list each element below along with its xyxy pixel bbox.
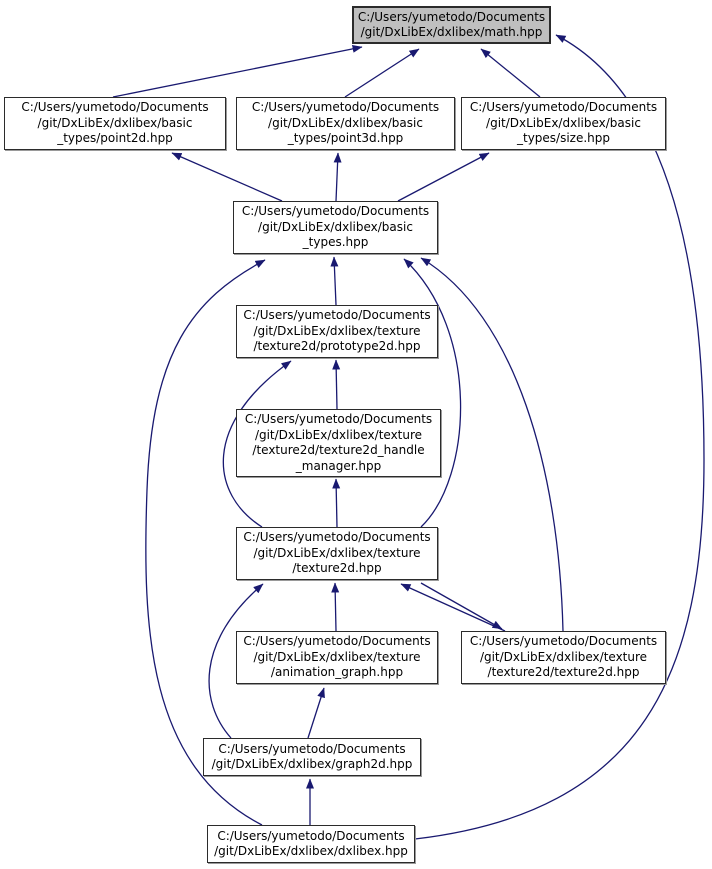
node-label-line: /git/DxLibEx/dxlibex/basic	[37, 115, 193, 130]
node-size-hpp[interactable]	[461, 97, 666, 150]
edge-texture2d-to-texture2d-texture2d	[421, 583, 502, 629]
node-texture2d-texture2d-hpp[interactable]	[461, 631, 666, 684]
edge-texture2d-to-basic-types	[404, 259, 461, 527]
node-label-line: /texture2d.hpp	[292, 561, 382, 576]
edge-prototype2d-to-basic-types	[334, 257, 336, 305]
node-label-line: C:/Users/yumetodo/Documents	[243, 530, 431, 545]
node-label-line: /git/DxLibEx/dxlibex/dxlibex.hpp	[214, 844, 408, 858]
node-label-line: C:/Users/yumetodo/Documents	[251, 100, 440, 115]
node-label-line: /animation_graph.hpp	[270, 665, 404, 680]
node-label-line: /git/DxLibEx/dxlibex/basic	[258, 219, 413, 234]
node-label-line: /git/DxLibEx/dxlibex/basic	[486, 115, 641, 130]
node-label-line: /git/DxLibEx/dxlibex/texture	[253, 649, 421, 664]
node-point3d-hpp[interactable]	[236, 97, 455, 150]
node-label-line: /git/DxLibEx/dxlibex/math.hpp	[360, 25, 543, 39]
edge-handle-manager-to-prototype2d	[336, 360, 337, 409]
node-label-line: C:/Users/yumetodo/Documents	[244, 412, 433, 426]
node-math-hpp[interactable]	[352, 6, 551, 44]
edge-basic-types-to-point2d	[172, 153, 282, 201]
node-label-line: C:/Users/yumetodo/Documents	[217, 828, 405, 843]
node-label-line: /texture2d/prototype2d.hpp	[253, 339, 421, 354]
node-label-line: C:/Users/yumetodo/Documents	[21, 100, 209, 115]
node-label-line: C:/Users/yumetodo/Documents	[357, 9, 546, 24]
node-label-line: C:/Users/yumetodo/Documents	[469, 634, 658, 649]
node-dxlibex-hpp[interactable]	[207, 825, 415, 863]
node-label-line: /texture2d/texture2d_handle	[252, 443, 425, 457]
node-label-line: _types/point2d.hpp	[57, 131, 173, 146]
node-label-line: /git/DxLibEx/dxlibex/basic	[268, 115, 423, 130]
edge-animation-graph-to-texture2d	[335, 583, 336, 631]
node-label-line: _manager.hpp	[295, 458, 382, 473]
node-label-line: C:/Users/yumetodo/Documents	[241, 204, 430, 219]
node-label-line: /git/DxLibEx/dxlibex/texture	[479, 649, 648, 664]
node-label-line: C:/Users/yumetodo/Documents	[243, 634, 431, 649]
node-texture2d-hpp[interactable]	[236, 527, 438, 580]
node-basic-types-hpp[interactable]	[233, 201, 438, 254]
node-label-line: C:/Users/yumetodo/Documents	[469, 100, 658, 115]
node-label-line: /git/DxLibEx/dxlibex/texture	[254, 427, 423, 442]
edge-texture2d-to-handle-manager	[336, 479, 337, 527]
edge-texture2d-texture2d-to-texture2d	[401, 584, 505, 631]
edge-basic-types-to-size	[398, 153, 489, 201]
node-animation-graph-hpp[interactable]	[236, 631, 438, 684]
node-prototype2d-hpp[interactable]	[236, 305, 438, 358]
edge-graph2d-to-animation-graph	[308, 688, 324, 738]
edge-point3d-to-math	[345, 49, 419, 97]
edge-basic-types-to-point3d	[336, 153, 338, 201]
edge-size-to-math	[481, 49, 540, 97]
node-label-line: C:/Users/yumetodo/Documents	[243, 308, 431, 323]
edge-point2d-to-math	[113, 47, 362, 97]
node-label-line: C:/Users/yumetodo/Documents	[218, 741, 406, 756]
node-label-line: /git/DxLibEx/dxlibex/texture	[253, 323, 421, 338]
node-label-line: /git/DxLibEx/dxlibex/texture	[253, 545, 421, 560]
node-label-line: _types/size.hpp	[516, 131, 611, 146]
node-label-line: _types/point3d.hpp	[287, 131, 404, 146]
node-texture2d-handle-manager-hpp[interactable]	[236, 409, 441, 477]
node-point2d-hpp[interactable]	[4, 97, 226, 150]
node-graph2d-hpp[interactable]	[203, 738, 421, 776]
node-label-line: _types.hpp	[302, 235, 369, 250]
node-label-line: /texture2d/texture2d.hpp	[487, 665, 640, 680]
node-label-line: /git/DxLibEx/dxlibex/graph2d.hpp	[211, 757, 413, 771]
